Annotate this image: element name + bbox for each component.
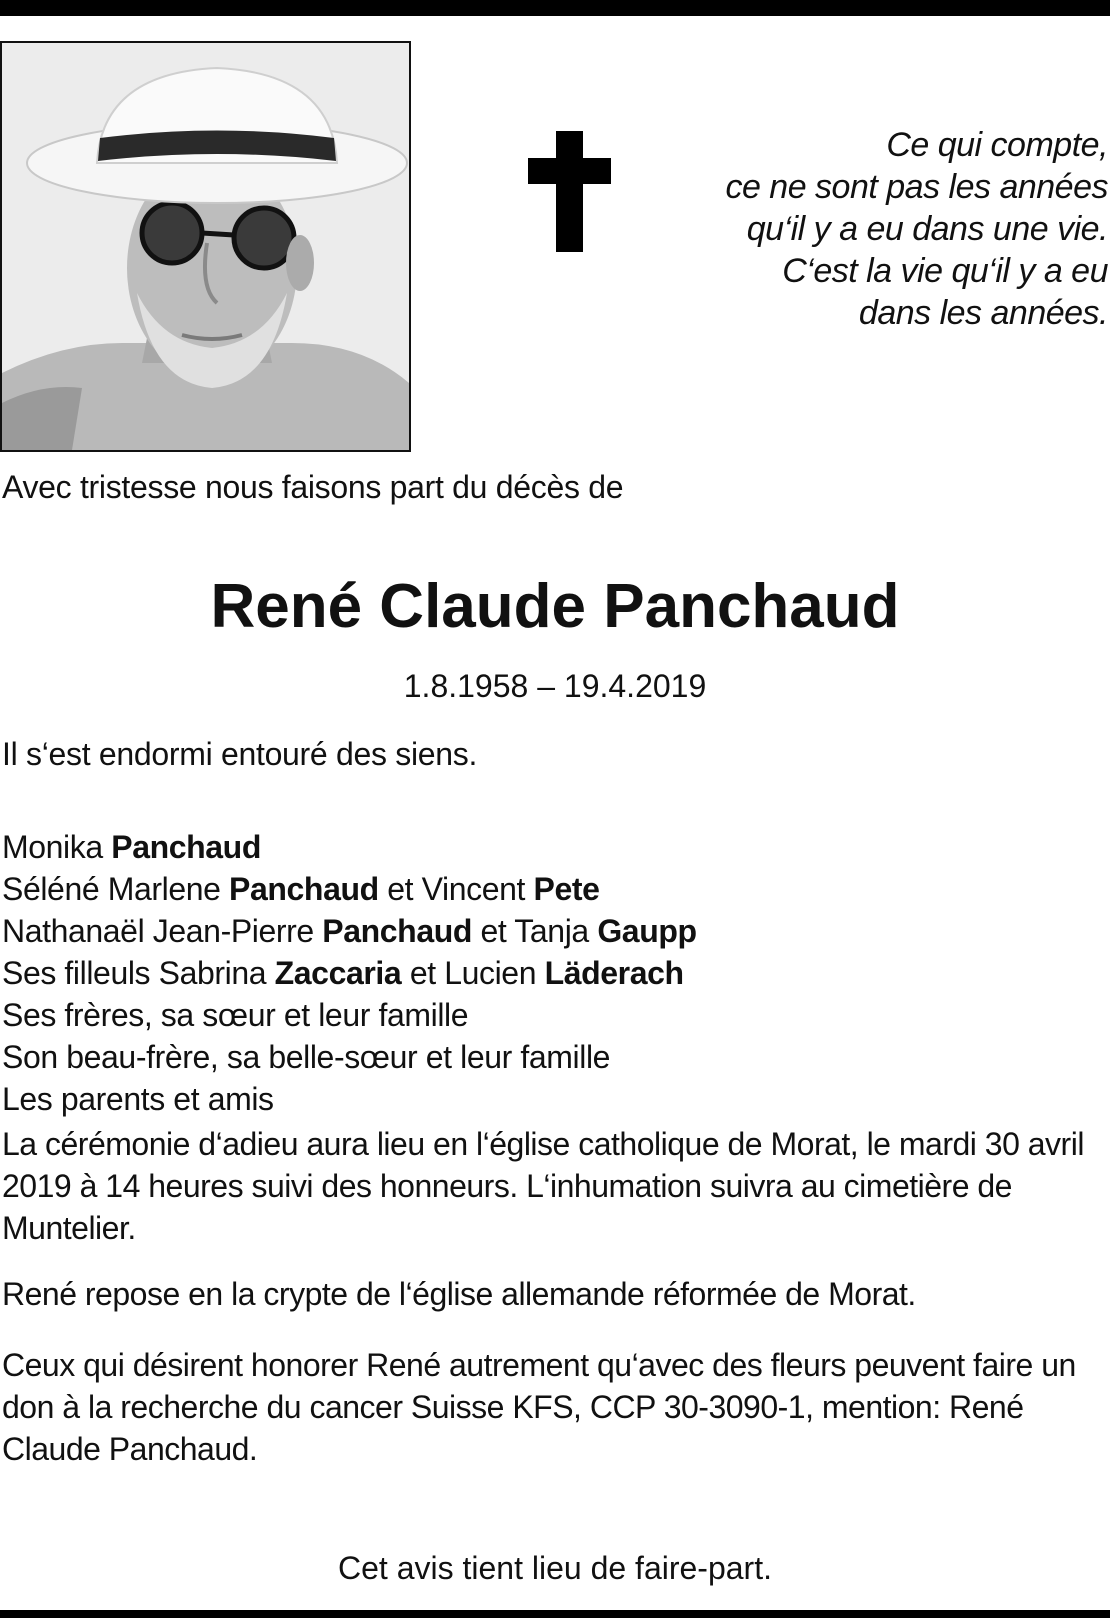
family-member-line <box>2 952 697 994</box>
family-member-line <box>2 868 697 910</box>
family-member-line <box>2 1036 697 1078</box>
repose-text: René repose en la crypte de l‘église allemande réformée de Morat. <box>2 1276 916 1312</box>
cross-icon <box>528 131 611 252</box>
portrait-photo <box>0 41 411 452</box>
top-rule <box>0 0 1110 16</box>
family-text: Ses frères, sa sœur et leur famille <box>2 997 469 1033</box>
statement-text: Il s‘est endormi entouré des siens. <box>2 736 478 772</box>
family-text: et Vincent <box>378 871 534 907</box>
quote-line: Ce qui compte, <box>886 126 1108 164</box>
deceased-name: René Claude Panchaud <box>210 572 900 641</box>
closing-text: Cet avis tient lieu de faire-part. <box>338 1550 772 1586</box>
family-text: Séléné Marlene <box>2 871 230 907</box>
quote-line: qu‘il y a eu dans une vie. <box>746 210 1108 248</box>
family-surname: Zaccaria <box>274 955 402 991</box>
bottom-rule <box>0 1610 1110 1618</box>
quote-line: C‘est la vie qu‘il y a eu <box>782 252 1108 290</box>
family-text: Ses filleuls Sabrina <box>2 955 275 991</box>
family-text: Son beau-frère, sa belle-sœur et leur famille <box>2 1039 611 1075</box>
family-surname: Panchaud <box>229 871 379 907</box>
donation-text: Ceux qui désirent honorer René autrement qu‘avec des fleurs peuvent faire un don à la recherche du cancer Suisse KFS, CCP 30-3090-1, mention: René Claude Panchaud. <box>2 1347 1076 1467</box>
ceremony-text: La cérémonie d‘adieu aura lieu en l‘église catholique de Morat, le mardi 30 avril 2019 à 14 heures suivi des honneurs. L‘inhumation suivra au cimetière de Muntelier. <box>2 1126 1084 1246</box>
quote-line: dans les années. <box>858 294 1108 332</box>
memorial-quote <box>638 124 1108 334</box>
family-surname: Pete <box>533 871 600 907</box>
life-dates: 1.8.1958 – 19.4.2019 <box>403 668 707 704</box>
family-text: et Lucien <box>401 955 545 991</box>
family-surname: Läderach <box>544 955 684 991</box>
family-surname: Gaupp <box>597 913 697 949</box>
family-text: Nathanaël Jean-Pierre <box>2 913 323 949</box>
family-surname: Panchaud <box>111 829 261 865</box>
family-text: Monika <box>2 829 112 865</box>
family-text: Les parents et amis <box>2 1081 274 1117</box>
quote-line: ce ne sont pas les années <box>725 168 1108 206</box>
family-member-line <box>2 994 697 1036</box>
family-member-line <box>2 910 697 952</box>
intro-text: Avec tristesse nous faisons part du décès de <box>2 469 624 505</box>
family-surname: Panchaud <box>322 913 473 949</box>
family-list <box>2 826 697 1120</box>
family-member-line <box>2 1078 697 1120</box>
family-member-line <box>2 826 697 868</box>
family-text: et Tanja <box>472 913 598 949</box>
